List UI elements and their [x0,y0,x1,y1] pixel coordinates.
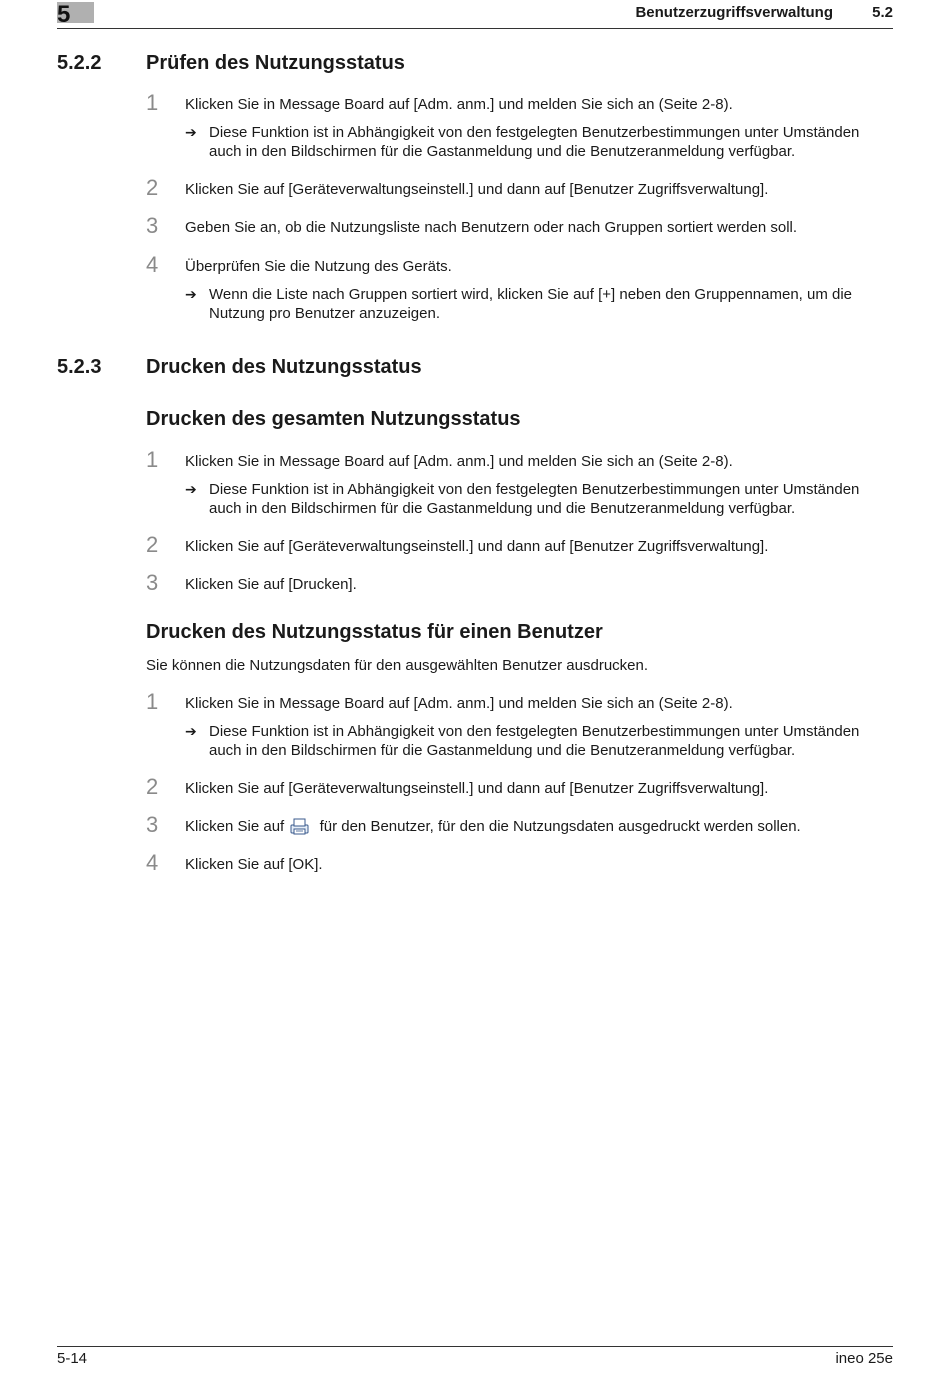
step-number: 4 [146,850,159,875]
step-text: Klicken Sie auf [Drucken]. [185,576,357,593]
step-text: Klicken Sie in Message Board auf [Adm. anm.] und melden Sie sich an (Seite 2-8). [185,96,733,113]
step-note: Diese Funktion ist in Abhängigkeit von den festgelegten Benutzerbestimmungen unter Umständen auch in den Bildschirmen für die Gastanmeldung und die Benutzeranmeldung verfügbar. [209,723,860,759]
footer-divider [57,1346,893,1347]
step-number: 3 [146,812,159,837]
arrow-icon: ➔ [185,124,197,140]
step-text [185,817,895,836]
step-text: Klicken Sie in Message Board auf [Adm. anm.] und melden Sie sich an (Seite 2-8). [185,453,733,470]
step-number: 4 [146,252,159,277]
chapter-number: 5 [57,1,71,28]
step-text: Klicken Sie auf [OK]. [185,856,323,873]
product-name: ineo 25e [835,1350,893,1367]
subsection-title: Drucken des Nutzungsstatus für einen Benutzer [146,621,603,643]
running-header-section: 5.2 [872,4,893,21]
step-number: 2 [146,532,159,557]
step-number: 3 [146,213,159,238]
print-icon [290,818,309,835]
step-text-before: Klicken Sie auf [185,818,285,835]
page-number: 5-14 [57,1350,88,1367]
subsection-title: Drucken des gesamten Nutzungsstatus [146,408,521,430]
step-number: 1 [146,90,159,115]
intro-text: Sie können die Nutzungsdaten für den ausgewählten Benutzer ausdrucken. [146,657,649,674]
step-note: Diese Funktion ist in Abhängigkeit von den festgelegten Benutzerbestimmungen unter Umständen auch in den Bildschirmen für die Gastanmeldung und die Benutzeranmeldung verfügbar. [209,481,860,517]
step-number: 2 [146,774,159,799]
step-text: Klicken Sie auf [Geräteverwaltungseinstell.] und dann auf [Benutzer Zugriffsverwaltung]. [185,780,769,797]
section-title: Drucken des Nutzungsstatus [146,356,422,378]
step-number: 2 [146,175,159,200]
step-number: 3 [146,570,159,595]
arrow-icon: ➔ [185,481,197,497]
step-text: Überprüfen Sie die Nutzung des Geräts. [185,258,452,275]
step-note: Wenn die Liste nach Gruppen sortiert wird, klicken Sie auf [+] neben den Gruppennamen, um die Nutzung pro Benutzer anzuzeigen. [209,286,853,322]
arrow-icon: ➔ [185,723,197,739]
step-text-after: für den Benutzer, für den die Nutzungsdaten ausgedruckt werden sollen. [319,818,801,835]
section-number: 5.2.3 [57,356,102,378]
step-text: Klicken Sie auf [Geräteverwaltungseinstell.] und dann auf [Benutzer Zugriffsverwaltung]. [185,538,769,555]
section-number: 5.2.2 [57,52,102,74]
section-title: Prüfen des Nutzungsstatus [146,52,405,74]
step-number: 1 [146,447,159,472]
step-text: Klicken Sie in Message Board auf [Adm. anm.] und melden Sie sich an (Seite 2-8). [185,695,733,712]
header-divider [57,28,893,29]
step-text: Geben Sie an, ob die Nutzungsliste nach Benutzern oder nach Gruppen sortiert werden soll. [185,219,798,236]
step-note: Diese Funktion ist in Abhängigkeit von den festgelegten Benutzerbestimmungen unter Umständen auch in den Bildschirmen für die Gastanmeldung und die Benutzeranmeldung verfügbar. [209,124,860,160]
step-number: 1 [146,689,159,714]
step-text: Klicken Sie auf [Geräteverwaltungseinstell.] und dann auf [Benutzer Zugriffsverwaltung]. [185,181,769,198]
arrow-icon: ➔ [185,286,197,302]
running-header-title: Benutzerzugriffsverwaltung [635,4,833,21]
